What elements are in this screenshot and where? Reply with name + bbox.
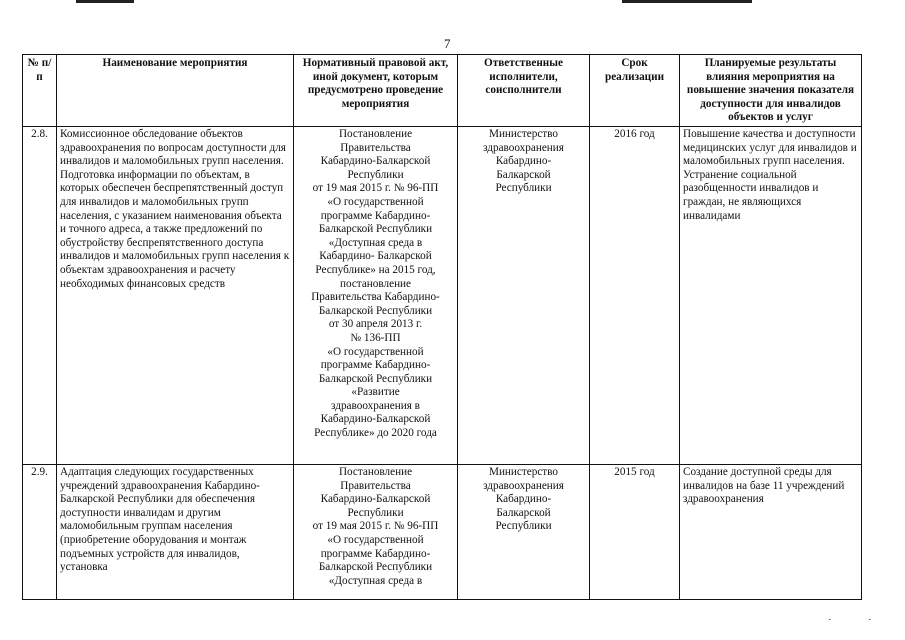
legal-act-line: Правительства Кабардино- [311, 291, 440, 304]
legal-act [294, 127, 458, 465]
legal-act-line: «О государственной [327, 533, 424, 546]
legal-act [294, 465, 458, 600]
legal-act-line: № 136-ПП [350, 331, 401, 344]
table-row [23, 465, 862, 600]
col-header-name: Наименование мероприятия [57, 55, 294, 127]
table-header-row [23, 55, 862, 127]
col-header-term: Срок реализации [590, 55, 680, 127]
legal-act-line: программе Кабардино- [320, 547, 431, 560]
planned-results: Создание доступной среды для инвалидов на базе 11 учреждений здравоохранения [680, 465, 862, 600]
col-header-responsible: Ответственные исполнители, соисполнители [458, 55, 590, 127]
responsible [458, 465, 590, 600]
page-number: 7 [444, 36, 451, 51]
legal-act-line: Кабардино-Балкарской [320, 493, 431, 506]
responsible-line: здравоохранения [483, 141, 564, 154]
legal-act-line: Постановление [338, 466, 413, 478]
responsible-line: Министерство [489, 128, 558, 140]
legal-act-line: от 19 мая 2015 г. № 96-ПП [312, 182, 439, 195]
col-header-results: Планируемые результаты влияния мероприятия на повышение значения показателя доступности для инвалидов объектов и услуг [680, 55, 862, 127]
table-row [23, 127, 862, 465]
measure-name-text: Адаптация следующих государственных учреждений здравоохранения Кабардино-Балкарской Республики для обеспечения доступности инвалидам и другим маломобильным группам населения (приобретение оборудования и монтаж подъемных устройств для инвалидов, установка [60, 466, 260, 574]
legal-act-line: здравоохранения в [331, 399, 420, 412]
responsible-line: Балкарской [496, 506, 551, 519]
legal-act-line: Республики [347, 506, 404, 519]
legal-act-line: Республике» на 2015 год, [315, 263, 436, 276]
legal-act-line: Постановление [338, 128, 413, 140]
col-header-act: Нормативный правовой акт, иной документ, которым предусмотрено проведение мероприятия [294, 55, 458, 127]
term: 2015 год [590, 465, 680, 600]
top-scan-mark [76, 0, 134, 3]
legal-act-line: Балкарской Республики [318, 561, 433, 574]
responsible [458, 127, 590, 465]
measures-table [22, 54, 862, 600]
legal-act-line: «Развитие [351, 386, 400, 399]
measure-name: Комиссионное обследование объектов здравоохранения по вопросам доступности для инвалидов и маломобильных групп населения. Подготовка информации по объектам, в которых обеспечен беспрепятственный доступ для инвалидов и маломобильных групп населения, с указанием наименования объекта и точного адреса, а также предложений по обустройству беспрепятственного доступа инвалидов и маломобильных групп населения к объектам здравоохранения и расчету необходимых финансовых средств [57, 127, 294, 465]
legal-act-line: программе Кабардино- [320, 209, 431, 222]
term: 2016 год [590, 127, 680, 465]
legal-act-line: Балкарской Республики [318, 304, 433, 317]
legal-act-line: Балкарской Республики [318, 372, 433, 385]
legal-act-line: Кабардино-Балкарской [320, 155, 431, 168]
legal-act-line: Правительства [340, 479, 411, 492]
responsible-line: Кабардино- [495, 493, 552, 506]
legal-act-line: «О государственной [327, 195, 424, 208]
responsible-line: здравоохранения [483, 479, 564, 492]
planned-results: Повышение качества и доступности медицинских услуг для инвалидов и маломобильных групп населения. Устранение социальной разобщенности инвалидов и граждан, не являющихся инвалидами [680, 127, 862, 465]
legal-act-line: Балкарской Республики [318, 223, 433, 236]
legal-act-line: Правительства [340, 141, 411, 154]
responsible-line: Министерство [489, 466, 558, 478]
legal-act-line: Республике» до 2020 года [314, 427, 437, 440]
responsible-line: Республики [495, 520, 552, 533]
measure-name [57, 465, 294, 600]
legal-act-line: от 30 апреля 2013 г. [328, 318, 423, 331]
row-number: 2.9. [23, 465, 57, 600]
responsible-line: Республики [495, 182, 552, 195]
row-number: 2.8. [23, 127, 57, 465]
legal-act-line: постановление [339, 277, 412, 290]
legal-act-line: «Доступная среда в [328, 236, 423, 249]
responsible-line: Балкарской [496, 168, 551, 181]
legal-act-line: программе Кабардино- [320, 359, 431, 372]
scan-speck: · [828, 614, 832, 626]
col-header-num: № п/п [23, 55, 57, 127]
responsible-line: Кабардино- [495, 155, 552, 168]
legal-act-line: Кабардино- Балкарской [319, 250, 432, 263]
legal-act-line: «О государственной [327, 345, 424, 358]
legal-act-line: Республики [347, 168, 404, 181]
scan-speck: · [868, 614, 872, 626]
legal-act-line: Кабардино-Балкарской [320, 413, 431, 426]
top-scan-mark [622, 0, 752, 3]
legal-act-line: от 19 мая 2015 г. № 96-ПП [312, 520, 439, 533]
legal-act-line: «Доступная среда в [328, 574, 423, 587]
